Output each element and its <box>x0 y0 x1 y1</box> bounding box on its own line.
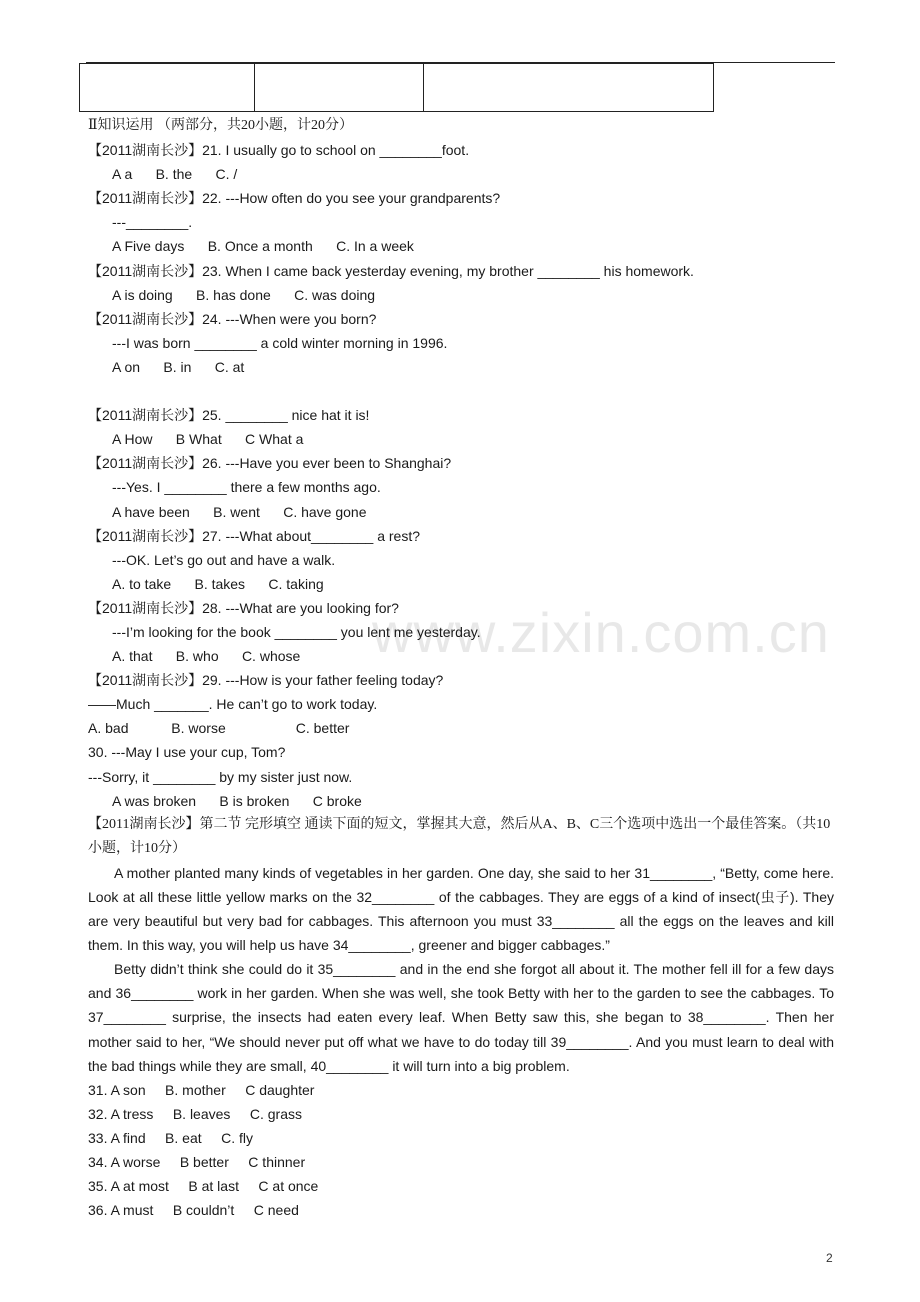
question-line: ---Yes. I ________ there a few months ago. <box>112 479 381 496</box>
question-line: A have been B. went C. have gone <box>112 503 367 520</box>
question-line: 30. ---May I use your cup, Tom? <box>88 744 286 761</box>
section-title: Ⅱ知识运用 （两部分，共20小题，计20分） <box>88 118 354 133</box>
question-line <box>88 379 834 403</box>
question-line: ——Much _______. He can’t go to work today. <box>88 696 378 713</box>
option-line: 36. A must B couldn’t C need <box>88 1202 299 1219</box>
question-line: ---I’m looking for the book ________ you lent me yesterday. <box>112 623 481 640</box>
option-line: 32. A tress B. leaves C. grass <box>88 1105 302 1122</box>
question-line: 【2011湖南长沙】28. ---What are you looking for? <box>88 599 399 616</box>
question-line: 【2011湖南长沙】29. ---How is your father feeling today? <box>88 672 444 689</box>
option-list <box>88 1078 834 1223</box>
question-line: A How B What C What a <box>112 431 304 448</box>
option-line: 31. A son B. mother C daughter <box>88 1081 315 1098</box>
cloze-passage <box>88 861 834 1078</box>
question-line: A is doing B. has done C. was doing <box>112 286 376 303</box>
question-line: A on B. in C. at <box>112 358 245 375</box>
answer-table <box>79 63 714 112</box>
question-line: 【2011湖南长沙】26. ---Have you ever been to Shanghai? <box>88 455 452 472</box>
section-heading: 【2011湖南长沙】第二节 完形填空 通读下面的短文，掌握其大意，然后从A、B、C三个选项中选出一个最佳答案。（共10小题，计10分） <box>88 816 831 856</box>
document-body <box>88 114 834 1222</box>
question-line: 【2011湖南长沙】22. ---How often do you see your grandparents? <box>88 190 501 207</box>
question-line: A Five days B. Once a month C. In a week <box>112 238 414 255</box>
option-line: 34. A worse B better C thinner <box>88 1154 306 1171</box>
question-line: A. bad B. worse C. better <box>88 720 350 737</box>
question-line: 【2011湖南长沙】24. ---When were you born? <box>88 310 377 327</box>
page-number: 2 <box>826 1251 833 1265</box>
question-line: ---Sorry, it ________ by my sister just now. <box>88 768 353 785</box>
passage-paragraph: Betty didn’t think she could do it 35________ and in the end she forgot all about it. The mother fell ill for a few days and 36________ work in her garden. When she was well, she took Betty with her to the garden to see the cabbages. To 37________ surprise, the insects had eaten every leaf. When Betty saw this, she began to 38________. Then her mother said to her, “We should never put off what we have to do today till 39________. And you must learn to deal with the bad things while they are small, 40________ it will turn into a big problem. <box>88 961 834 1074</box>
question-list <box>88 138 834 813</box>
passage-paragraph: A mother planted many kinds of vegetables in her garden. One day, she said to her 31________, “Betty, come here. Look at all these little yellow marks on the 32________ of the cabbages. They are eggs of a kind of insect(虫子). They are very beautiful but very bad for cabbages. This afternoon you must 33________ all the eggs on the leaves and kill them. In this way, you will help us have 34________, greener and bigger cabbages.” <box>88 864 834 954</box>
table-divider <box>254 64 255 111</box>
question-line: ---I was born ________ a cold winter morning in 1996. <box>112 334 448 351</box>
question-line: 【2011湖南长沙】23. When I came back yesterday evening, my brother ________ his homework. <box>88 262 694 279</box>
question-line: A. that B. who C. whose <box>112 648 301 665</box>
question-line: A was broken B is broken C broke <box>112 792 362 809</box>
question-line: A a B. the C. / <box>112 166 238 183</box>
question-line: ---________. <box>112 214 193 231</box>
option-line: 33. A find B. eat C. fly <box>88 1129 253 1146</box>
question-line: ---OK. Let’s go out and have a walk. <box>112 551 336 568</box>
question-line: 【2011湖南长沙】25. ________ nice hat it is! <box>88 407 370 424</box>
table-divider <box>423 64 424 111</box>
question-line: 【2011湖南长沙】27. ---What about________ a rest? <box>88 527 421 544</box>
question-line: 【2011湖南长沙】21. I usually go to school on ________foot. <box>88 142 470 159</box>
watermark: www.zixin.com.cn <box>372 601 830 664</box>
question-line: A. to take B. takes C. taking <box>112 575 324 592</box>
option-line: 35. A at most B at last C at once <box>88 1178 319 1195</box>
